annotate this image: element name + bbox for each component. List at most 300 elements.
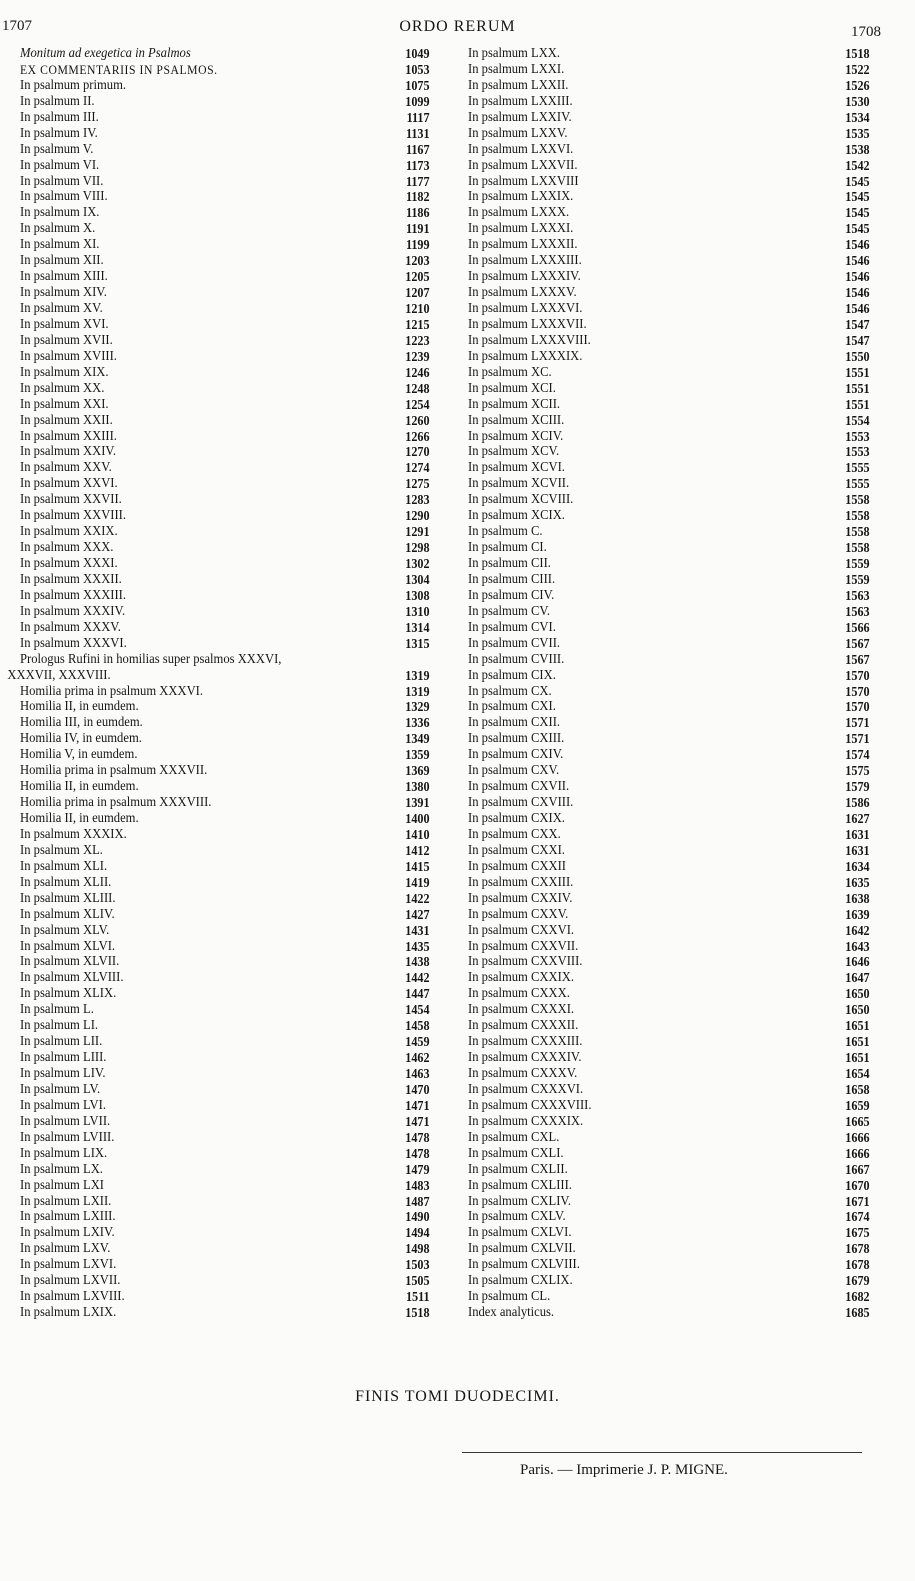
left-index-column <box>7 46 430 1321</box>
entry-page-number: 1438 <box>405 954 430 970</box>
index-entry <box>468 1130 870 1146</box>
entry-title: In psalmum XII. <box>20 253 104 269</box>
index-entry <box>20 189 430 205</box>
entry-page-number: 1248 <box>405 380 430 396</box>
entry-title: In psalmum LXXXII. <box>468 237 578 253</box>
entry-page-number: 1678 <box>845 1257 870 1273</box>
index-entry <box>468 460 870 476</box>
entry-page-number: 1553 <box>845 444 870 460</box>
entry-title: In psalmum XCII. <box>468 396 561 412</box>
entry-page-number: 1274 <box>405 460 430 476</box>
entry-page-number: 1215 <box>405 316 430 332</box>
entry-page-number: 1530 <box>845 93 870 109</box>
entry-page-number: 1567 <box>845 651 870 667</box>
entry-page-number: 1329 <box>405 699 430 715</box>
index-entry <box>20 1098 430 1114</box>
index-entry <box>468 78 870 94</box>
entry-page-number: 1270 <box>405 444 430 460</box>
entry-page-number: 1555 <box>845 460 870 476</box>
entry-page-number: 1459 <box>405 1034 430 1050</box>
entry-page-number: 1571 <box>845 731 870 747</box>
entry-title: In psalmum XLVI. <box>20 938 116 954</box>
index-entry <box>468 699 870 715</box>
entry-title: In psalmum CXVIII. <box>468 795 574 811</box>
entry-title: In psalmum XL. <box>20 842 103 858</box>
entry-page-number: 1558 <box>845 492 870 508</box>
entry-title: In psalmum CXXXVI. <box>468 1081 584 1097</box>
index-entry <box>468 1002 870 1018</box>
entry-page-number: 1454 <box>405 1002 430 1018</box>
entry-page-number: 1647 <box>845 970 870 986</box>
left-page-number: 1707 <box>2 18 32 34</box>
entry-title: In psalmum IV. <box>20 125 98 141</box>
index-entry <box>20 142 430 158</box>
entry-page-number: 1203 <box>405 253 430 269</box>
entry-title: In psalmum XLIX. <box>20 986 117 1002</box>
index-entry <box>20 253 430 269</box>
entry-page-number: 1471 <box>405 1113 430 1129</box>
entry-page-number: 1642 <box>845 922 870 938</box>
entry-title: In psalmum II. <box>20 93 95 109</box>
index-entry <box>468 492 870 508</box>
index-entry <box>468 572 870 588</box>
entry-title: In psalmum X. <box>20 221 96 237</box>
index-entry <box>20 413 430 429</box>
entry-title: In psalmum LXVI. <box>20 1257 117 1273</box>
entry-title: In psalmum XCV. <box>468 444 560 460</box>
entry-page-number: 1336 <box>405 715 430 731</box>
entry-title: In psalmum CXLVIII. <box>468 1257 580 1273</box>
entry-page-number: 1546 <box>845 253 870 269</box>
entry-title: In psalmum LXXXV. <box>468 285 577 301</box>
entry-page-number: 1182 <box>405 189 430 205</box>
index-entry <box>468 524 870 540</box>
index-entry <box>468 1050 870 1066</box>
entry-title: In psalmum CXXXI. <box>468 1002 575 1018</box>
index-entry <box>468 875 870 891</box>
index-entry <box>468 540 870 556</box>
entry-page-number: 1302 <box>405 556 430 571</box>
entry-title: In psalmum CXVII. <box>468 779 570 795</box>
entry-page-number: 1310 <box>405 603 430 619</box>
entry-title: In psalmum XCIII. <box>468 412 565 428</box>
entry-title: In psalmum VIII. <box>20 189 108 205</box>
entry-title: In psalmum CXXVIII. <box>468 954 583 970</box>
index-entry <box>468 221 870 237</box>
entry-title: In psalmum CXXXVIII. <box>468 1097 592 1113</box>
index-entry <box>468 620 870 636</box>
entry-title: In psalmum XCVII. <box>468 476 570 492</box>
index-entry <box>20 1273 430 1289</box>
entry-page-number: 1498 <box>405 1241 430 1257</box>
index-entry <box>20 285 430 301</box>
entry-title: In psalmum LXVII. <box>20 1273 121 1289</box>
index-entry <box>20 397 430 413</box>
entry-title: In psalmum CXII. <box>468 715 561 731</box>
entry-page-number: 1654 <box>845 1066 870 1081</box>
index-entry <box>20 78 430 94</box>
index-entry <box>20 556 430 572</box>
entry-title: In psalmum XXX. <box>20 540 114 556</box>
entry-title: In psalmum CXLV. <box>468 1209 566 1225</box>
entry-title: In psalmum XXVII. <box>20 492 122 508</box>
entry-page-number: 1463 <box>405 1066 430 1081</box>
index-entry <box>468 269 870 285</box>
entry-page-number: 1546 <box>845 237 870 253</box>
index-entry <box>20 524 430 540</box>
entry-page-number: 1117 <box>406 109 430 125</box>
entry-title: In psalmum LV. <box>20 1081 101 1097</box>
entry-page-number: 1505 <box>405 1273 430 1289</box>
entry-title: XXXVII, XXXVIII. <box>7 667 111 683</box>
entry-title: In psalmum CX. <box>468 683 552 699</box>
entry-page-number: 1651 <box>845 1034 870 1050</box>
entry-title: In psalmum XXV. <box>20 460 112 476</box>
entry-title: In psalmum LXXXVIII. <box>468 332 591 348</box>
entry-title: In psalmum CXLIX. <box>468 1273 573 1289</box>
entry-title: Prologus Rufini in homilias super psalmos XXXVI, <box>20 651 282 667</box>
index-entry <box>20 444 430 460</box>
index-entry <box>20 923 430 939</box>
index-entry <box>20 508 430 524</box>
entry-page-number: 1291 <box>405 524 430 540</box>
index-entry <box>20 763 430 779</box>
index-entry <box>20 1066 430 1082</box>
entry-page-number: 1575 <box>845 763 870 779</box>
entry-title: In psalmum LXXIII. <box>468 93 573 109</box>
entry-title: EX COMMENTARIIS IN PSALMOS. <box>20 61 218 77</box>
index-entry <box>20 859 430 875</box>
entry-page-number: 1266 <box>405 428 430 444</box>
entry-page-number: 1290 <box>405 508 430 524</box>
entry-page-number: 1422 <box>405 890 430 906</box>
index-entry <box>20 1225 430 1241</box>
entry-title: In psalmum L. <box>20 1002 94 1018</box>
index-entry <box>20 237 430 253</box>
entry-title: In psalmum XCIV. <box>468 428 564 444</box>
entry-title: In psalmum CXXVI. <box>468 922 575 938</box>
entry-title: In psalmum XCI. <box>468 380 556 396</box>
index-entry <box>20 907 430 923</box>
entry-page-number: 1199 <box>405 237 430 253</box>
entry-page-number: 1566 <box>845 619 870 635</box>
entry-title: In psalmum CIII. <box>468 571 556 587</box>
entry-title: In psalmum CXXX. <box>468 986 570 1002</box>
entry-page-number: 1471 <box>405 1097 430 1113</box>
entry-title: In psalmum LXII. <box>20 1193 112 1209</box>
entry-page-number: 1131 <box>405 125 430 141</box>
entry-page-number: 1563 <box>845 587 870 603</box>
index-entry <box>20 1130 430 1146</box>
running-title: ORDO RERUM <box>399 18 516 35</box>
entry-title: In psalmum LXXI. <box>468 61 565 77</box>
entry-title: In psalmum XXXIV. <box>20 603 126 619</box>
entry-title: In psalmum CXL. <box>468 1129 560 1145</box>
index-entry <box>468 301 870 317</box>
entry-title: In psalmum LXXIX. <box>468 189 574 205</box>
entry-page-number: 1570 <box>845 667 870 683</box>
index-entry <box>468 1305 870 1321</box>
index-entry <box>468 795 870 811</box>
entry-page-number: 1547 <box>845 316 870 332</box>
entry-page-number: 1462 <box>405 1050 430 1066</box>
index-entry <box>468 189 870 205</box>
entry-title: In psalmum CXXIII. <box>468 874 574 890</box>
entry-title: In psalmum XLVIII. <box>20 970 124 986</box>
finis-line: FINIS TOMI DUODECIMI. <box>355 1388 560 1405</box>
index-entry <box>468 397 870 413</box>
entry-page-number: 1210 <box>405 301 430 316</box>
entry-title: In psalmum CVIII. <box>468 651 565 667</box>
index-entry <box>20 62 430 78</box>
index-entry <box>20 970 430 986</box>
index-entry <box>20 1289 430 1305</box>
index-entry <box>468 907 870 923</box>
index-entry <box>468 237 870 253</box>
entry-page-number: 1479 <box>405 1161 430 1177</box>
entry-title: In psalmum XV. <box>20 301 103 316</box>
entry-title: In psalmum LIX. <box>20 1145 108 1161</box>
entry-page-number: 1239 <box>405 348 430 364</box>
entry-page-number: 1487 <box>405 1193 430 1209</box>
index-entry <box>468 94 870 110</box>
entry-title: In psalmum CXXXIV. <box>468 1050 582 1066</box>
entry-page-number: 1442 <box>405 970 430 986</box>
entry-page-number: 1391 <box>405 795 430 811</box>
index-entry <box>20 205 430 221</box>
entry-title: In psalmum CL. <box>468 1289 551 1305</box>
entry-title: In psalmum primum. <box>20 77 127 93</box>
index-entry <box>20 333 430 349</box>
entry-page-number: 1400 <box>405 811 430 826</box>
entry-page-number: 1586 <box>845 795 870 811</box>
entry-page-number: 1349 <box>405 731 430 747</box>
entry-page-number: 1631 <box>845 826 870 842</box>
index-entry <box>20 588 430 604</box>
index-entry <box>20 301 430 317</box>
entry-title: In psalmum LXXVIII <box>468 173 579 189</box>
entry-page-number: 1447 <box>405 986 430 1002</box>
index-entry <box>468 636 870 652</box>
index-entry <box>468 285 870 301</box>
entry-page-number: 1545 <box>845 189 870 205</box>
entry-title: In psalmum XIX. <box>20 364 109 380</box>
index-entry <box>20 1018 430 1034</box>
index-entry <box>468 954 870 970</box>
index-entry <box>468 508 870 524</box>
entry-page-number: 1380 <box>405 779 430 795</box>
entry-page-number: 1319 <box>405 683 430 699</box>
index-entry <box>468 62 870 78</box>
index-entry <box>468 142 870 158</box>
index-entry <box>20 46 430 62</box>
entry-page-number: 1319 <box>405 667 430 683</box>
index-entry <box>20 365 430 381</box>
index-entry <box>20 636 430 652</box>
entry-page-number: 1511 <box>405 1289 430 1305</box>
index-entry <box>468 986 870 1002</box>
index-entry <box>468 110 870 126</box>
index-entry <box>20 1178 430 1194</box>
entry-page-number: 1638 <box>845 890 870 906</box>
index-entry <box>468 1194 870 1210</box>
entry-page-number: 1551 <box>845 364 870 380</box>
index-entry <box>468 1146 870 1162</box>
entry-page-number: 1563 <box>845 603 870 619</box>
entry-page-number: 1526 <box>845 77 870 93</box>
entry-title: In psalmum XLIII. <box>20 890 116 906</box>
entry-title: Homilia prima in psalmum XXXVI. <box>20 683 204 699</box>
entry-page-number: 1535 <box>845 125 870 141</box>
entry-page-number: 1666 <box>845 1145 870 1161</box>
index-entry <box>20 1082 430 1098</box>
entry-title: In psalmum CXIV. <box>468 747 564 763</box>
entry-title: In psalmum LXXIV. <box>468 109 572 125</box>
entry-title: In psalmum LXIII. <box>20 1209 116 1225</box>
entry-page-number: 1478 <box>405 1129 430 1145</box>
entry-title: Homilia II, in eumdem. <box>20 779 139 795</box>
entry-page-number: 1559 <box>845 571 870 587</box>
entry-title: In psalmum XCIX. <box>468 508 565 524</box>
entry-title: Homilia prima in psalmum XXXVIII. <box>20 795 212 811</box>
index-entry <box>20 94 430 110</box>
entry-title: In psalmum XX. <box>20 380 105 396</box>
index-entry <box>20 1002 430 1018</box>
index-entry <box>20 715 430 731</box>
index-entry <box>20 939 430 955</box>
printer-imprint: Paris. — Imprimerie J. P. MIGNE. <box>520 1462 728 1478</box>
entry-page-number: 1553 <box>845 428 870 444</box>
entry-page-number: 1546 <box>845 301 870 316</box>
entry-title: In psalmum LXI <box>20 1177 104 1193</box>
index-entry <box>468 779 870 795</box>
entry-title: In psalmum XXXIX. <box>20 826 127 842</box>
entry-page-number: 1667 <box>845 1161 870 1177</box>
entry-page-number: 1558 <box>845 524 870 540</box>
entry-title: Index analyticus. <box>468 1305 555 1321</box>
entry-page-number: 1631 <box>845 842 870 858</box>
entry-page-number: 1538 <box>845 141 870 157</box>
index-entry <box>20 875 430 891</box>
entry-page-number: 1534 <box>845 109 870 125</box>
entry-page-number: 1246 <box>405 364 430 380</box>
entry-title: In psalmum LXXXI. <box>468 221 574 237</box>
entry-title: In psalmum XCVI. <box>468 460 565 476</box>
entry-page-number: 1635 <box>845 874 870 890</box>
entry-page-number: 1186 <box>405 205 430 221</box>
entry-page-number: 1260 <box>405 412 430 428</box>
entry-page-number: 1503 <box>405 1257 430 1273</box>
entry-page-number: 1555 <box>845 476 870 492</box>
index-entry <box>20 174 430 190</box>
entry-page-number: 1470 <box>405 1081 430 1097</box>
entry-title: In psalmum CXI. <box>468 699 556 715</box>
index-entry <box>468 604 870 620</box>
entry-page-number: 1223 <box>405 332 430 348</box>
entry-title: In psalmum LXXVI. <box>468 141 574 157</box>
entry-page-number: 1559 <box>845 556 870 571</box>
entry-page-number: 1099 <box>405 93 430 109</box>
entry-title: In psalmum CXLVI. <box>468 1225 572 1241</box>
entry-page-number: 1167 <box>405 141 430 157</box>
entry-title: In psalmum CXIX. <box>468 811 565 826</box>
index-entry <box>468 684 870 700</box>
index-entry <box>468 731 870 747</box>
index-entry <box>20 684 430 700</box>
entry-title: In psalmum XXIX. <box>20 524 118 540</box>
entry-title: In psalmum LI. <box>20 1018 99 1034</box>
entry-title: In psalmum XLI. <box>20 858 108 874</box>
index-entry <box>468 1018 870 1034</box>
entry-title: In psalmum LXXXVI. <box>468 301 583 316</box>
entry-page-number: 1639 <box>845 906 870 922</box>
entry-page-number: 1674 <box>845 1209 870 1225</box>
entry-title: In psalmum CXXII <box>468 858 567 874</box>
entry-title: In psalmum LXXXVII. <box>468 316 587 332</box>
index-entry <box>468 1082 870 1098</box>
entry-title: In psalmum LIV. <box>20 1066 106 1081</box>
entry-title: In psalmum LIII. <box>20 1050 107 1066</box>
entry-title: Homilia III, in eumdem. <box>20 715 143 731</box>
entry-page-number: 1205 <box>405 269 430 285</box>
index-entry <box>468 1098 870 1114</box>
entry-title: In psalmum LXXVII. <box>468 157 578 173</box>
entry-title: In psalmum CXXXIX. <box>468 1113 584 1129</box>
index-entry <box>468 381 870 397</box>
index-entry <box>468 939 870 955</box>
index-entry <box>20 349 430 365</box>
entry-page-number: 1173 <box>405 157 430 173</box>
entry-title: In psalmum XLII. <box>20 874 112 890</box>
entry-title: In psalmum CV. <box>468 603 551 619</box>
index-entry <box>468 1066 870 1082</box>
entry-title: In psalmum XXIII. <box>20 428 117 444</box>
entry-page-number: 1542 <box>845 157 870 173</box>
index-entry <box>468 668 870 684</box>
index-entry <box>468 158 870 174</box>
right-page-number: 1708 <box>851 24 881 40</box>
entry-page-number: 1254 <box>405 396 430 412</box>
entry-page-number: 1658 <box>845 1081 870 1097</box>
entry-page-number: 1494 <box>405 1225 430 1241</box>
entry-title: In psalmum CIV. <box>468 587 555 603</box>
entry-page-number: 1551 <box>845 396 870 412</box>
entry-page-number: 1458 <box>405 1018 430 1034</box>
entry-page-number: 1551 <box>845 380 870 396</box>
entry-page-number: 1545 <box>845 221 870 237</box>
entry-page-number: 1207 <box>405 285 430 301</box>
entry-title: In psalmum XXII. <box>20 412 113 428</box>
entry-title: In psalmum CXXXV. <box>468 1066 578 1081</box>
index-entry <box>20 221 430 237</box>
entry-page-number: 1518 <box>405 1305 430 1321</box>
index-entry <box>468 827 870 843</box>
index-entry <box>20 110 430 126</box>
entry-title: Homilia prima in psalmum XXXVII. <box>20 763 208 779</box>
index-entry <box>468 1034 870 1050</box>
index-entry <box>468 652 870 668</box>
index-entry <box>468 444 870 460</box>
index-entry <box>20 1114 430 1130</box>
entry-title: In psalmum CXXIX. <box>468 970 575 986</box>
entry-page-number: 1049 <box>405 46 430 61</box>
entry-page-number: 1427 <box>405 906 430 922</box>
index-entry <box>468 1209 870 1225</box>
entry-page-number: 1570 <box>845 699 870 715</box>
index-entry <box>468 1178 870 1194</box>
index-entry <box>20 460 430 476</box>
entry-page-number: 1579 <box>845 779 870 795</box>
